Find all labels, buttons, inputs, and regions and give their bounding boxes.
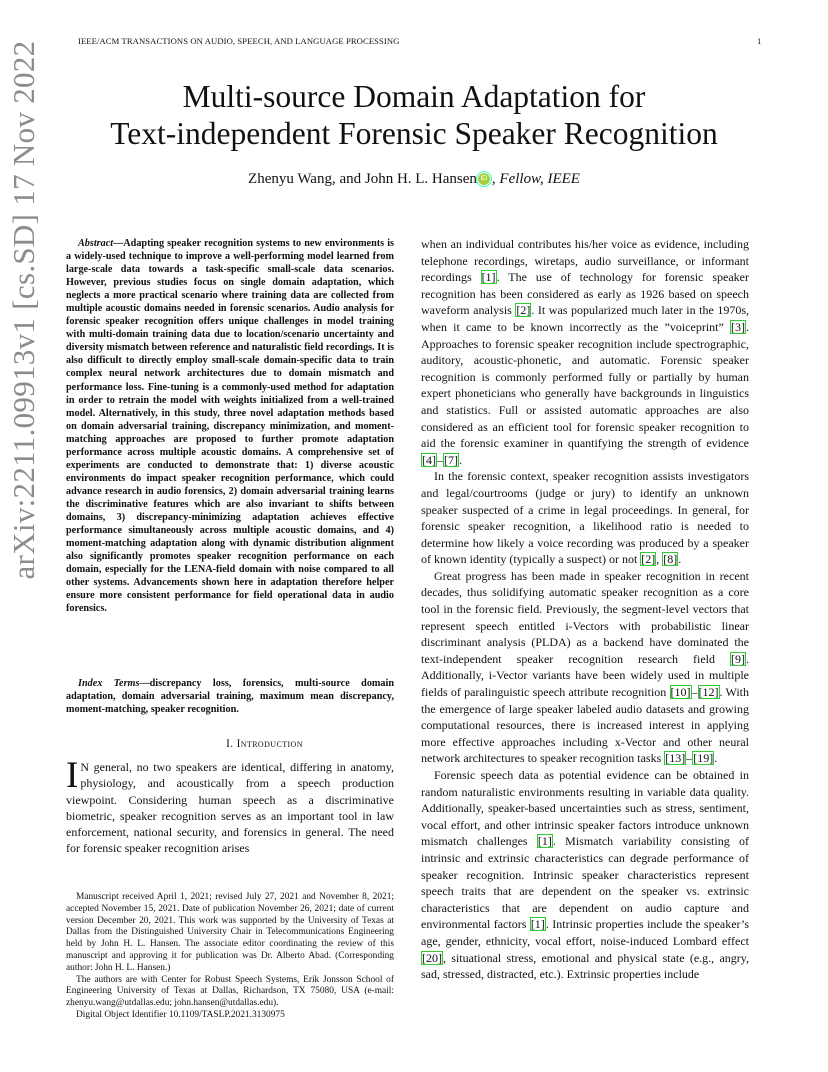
orcid-icon[interactable]: iD: [478, 173, 490, 185]
paragraph-2: In the forensic context, speaker recognition assists investigators and legal/courtrooms (judge or jury) to identify an unknown speaker suspected of a crime in legal proceedings. In general, for forensic speaker recognition, a likelihood ratio is needed to determine how likely a voice recording was produced by a speaker of known identity (typically a suspect) or not [2], [8].: [421, 469, 749, 567]
citation-link[interactable]: [4]: [422, 452, 436, 467]
citation-link[interactable]: [10]: [670, 685, 691, 700]
citation-link[interactable]: [2]: [641, 552, 656, 567]
citation-link[interactable]: [13]: [665, 751, 686, 766]
index-terms-text: —discrepancy loss, forensics, multi-source domain adaptation, domain adversarial training, maximum mean discrepancy, moment-matching, speaker recognition.: [66, 678, 394, 716]
citation-link[interactable]: [1]: [530, 917, 545, 932]
citation-link[interactable]: [12]: [698, 685, 719, 700]
citation-link[interactable]: [3]: [731, 319, 745, 334]
paragraph-4: Forensic speech data as potential evidence can be obtained in random naturalistic environments resulting in variable data quality. Additionally, speaker-based uncertainties such as stress, sentiment, vocal effort, and other intrinsic speaker factors introduce unknown mismatch challenges [1]. Mismatch variability consisting of intrinsic and extrinsic characteristics can degrade performance of speaker recognition. Intrinsic speaker characteristics represent speech traits that are dependent on the speaker vs. extrinsic characteristics that are dependent on audio capture and environmental factors [1]. Intrinsic properties include the speaker’s age, gender, ethnicity, vocal effort, noise-induced Lombard effect [20], situational stress, emotional and physical state (e.g., angry, sad, stressed, distracted, etc.). Extrinsic properties include: [421, 768, 749, 982]
running-head: IEEE/ACM TRANSACTIONS ON AUDIO, SPEECH, AND LANGUAGE PROCESSING: [78, 36, 400, 46]
paragraph-3: Great progress has been made in speaker recognition in recent decades, thus solidifying automatic speaker recognition as a core tool in the forensic field. Previously, the segment-level vectors that represent speech entitled i-Vectors with probabilistic linear discriminant analysis (PLDA) as a backend have dominated the text-independent speaker recognition research field [9]. Additionally, i-Vector variants have been widely used in multiple fields of paralinguistic speech attribute recognition [10]–[12]. With the emergence of large speaker labeled audio datasets and growing computational resources, there is increased interest in applying more effective approaches including x-Vector and other neural network architectures to speaker recognition tasks [13]–[19].: [421, 568, 750, 766]
citation-link[interactable]: [1]: [537, 834, 552, 849]
author-suffix: , Fellow, IEEE: [491, 171, 580, 187]
index-terms: [66, 677, 394, 716]
footnote-doi: Digital Object Identifier 10.1109/TASLP.2021.3130975: [76, 1009, 285, 1020]
abstract-label: Abstract: [78, 238, 114, 249]
section-number: I.: [226, 738, 234, 750]
intro-text: N general, no two speakers are identical, differing in anatomy, physiology, and acoustically from a speech production viewpoint. Considering human speech as a discriminative biometric, speaker recognition serves as an important tool in law enforcement, national security, and forensics in general. The need for forensic speaker recognition arises: [66, 760, 394, 856]
citation-link[interactable]: [1]: [481, 270, 496, 285]
citation-link[interactable]: [7]: [444, 452, 458, 467]
author-names: Zhenyu Wang, and John H. L. Hansen: [248, 171, 477, 187]
citation-link[interactable]: [8]: [663, 552, 678, 567]
section-title: Introduction: [236, 738, 303, 750]
footnote-affiliation: The authors are with Center for Robust Speech Systems, Erik Jonsson School of Engineering University of Texas at Dallas, Richardson, TX 75080, USA (e-mail: zhenyu.wang@utdallas.edu; john.hansen@utdallas.edu).: [66, 974, 394, 1009]
citation-link[interactable]: [20]: [422, 950, 442, 965]
footnotes: [66, 892, 394, 1022]
paper-title: [60, 78, 768, 152]
paragraph-1: when an individual contributes his/her voice as evidence, including telephone recordings, wiretaps, audio surveillance, or informant recordings [1]. The use of technology for forensic speaker recognition has been considered as early as 1926 based on speech waveform analysis [2]. It was popularized much later in the 1970s, when it came to be known incorrectly as the ”voiceprint” [3]. Approaches to forensic speaker recognition include spectrographic, auditory, acoustic-phonetic, and automatic. Forensic speaker recognition is commonly performed fully or partially by human expert phoneticians who generally have backgrounds in linguistics and statistics. Full or assisted automatic approaches are also considered as an efficient tool for forensic speaker recognition to aid the forensic examiner in quantifying the strength of evidence [4]–[7].: [421, 237, 749, 467]
intro-paragraph: [66, 755, 394, 857]
arxiv-stamp[interactable]: arXiv:2211.09913v1 [cs.SD] 17 Nov 2022: [6, 40, 41, 580]
section-heading: [66, 738, 463, 750]
title-line-1: Multi-source Domain Adaptation for: [182, 79, 646, 114]
index-terms-label: Index Terms: [78, 678, 140, 689]
abstract: [66, 237, 394, 615]
author-line: [60, 171, 768, 188]
citation-link[interactable]: [9]: [731, 651, 745, 666]
abstract-text: —Adapting speaker recognition systems to new environments is a widely-used technique to improve a well-performing model learned from large-scale data towards a task-specific small-scale data scenarios. However, previous studies focus on single domain adaptation, which neglects a more practical scenario where training data are collected from multiple acoustic domains needed in forensic scenarios. Audio analysis for forensic speaker recognition offers unique challenges in model training with multi-domain training data due to location/scenario uncertainty and diversity mismatch between reference and naturalistic field recordings. It is also difficult to directly employ small-scale domain-specific data to train complex neural network architectures due to domain mismatch and performance loss. Fine-tuning is a commonly-used method for adaptation in order to retrain the model with weights initialized from a well-trained model. Alternatively, in this study, three novel adaptation methods based on domain adversarial training, discrepancy minimization, and moment-matching approaches are proposed to further promote adaptation performance across multiple acoustic domains. A comprehensive set of experiments are conducted to demonstrate that: 1) diverse acoustic environments do impact speaker recognition performance, which could advance research in audio forensics, 2) domain adversarial training learns the discriminative features which are also invariant to shifts between domains, 3) discrepancy-minimizing adaptation achieves effective performance simultaneously across multiple acoustic domains, and 4) moment-matching adaptation along with dynamic distribution alignment also significantly promotes speaker recognition performance on each domain, especially for the LENA-field domain with noise compared to all other systems. Advancements shown here in adaptation therefore helper ensure more consistent performance for field operational data in audio forensics.: [66, 238, 394, 615]
footnote-manuscript: Manuscript received April 1, 2021; revised July 27, 2021 and November 8, 2021; accepted November 15, 2021. Date of publication November 26, 2021; date of current version December 20, 2021. This work was supported by the University of Texas at Dallas from the Distinguished University Chair in Telecommunications Engineering held by John H. L. Hansen. The associate editor coordinating the review of this manuscript and approving it for publication was Dr. Alberto Abad. (Corresponding author: John H. L. Hansen.): [66, 892, 394, 973]
drop-cap: I: [66, 755, 79, 796]
page-number: 1: [757, 36, 762, 46]
title-line-2: Text-independent Forensic Speaker Recognition: [110, 116, 718, 151]
citation-link[interactable]: [2]: [516, 303, 531, 318]
right-column: [421, 236, 749, 983]
citation-link[interactable]: [19]: [693, 751, 714, 766]
